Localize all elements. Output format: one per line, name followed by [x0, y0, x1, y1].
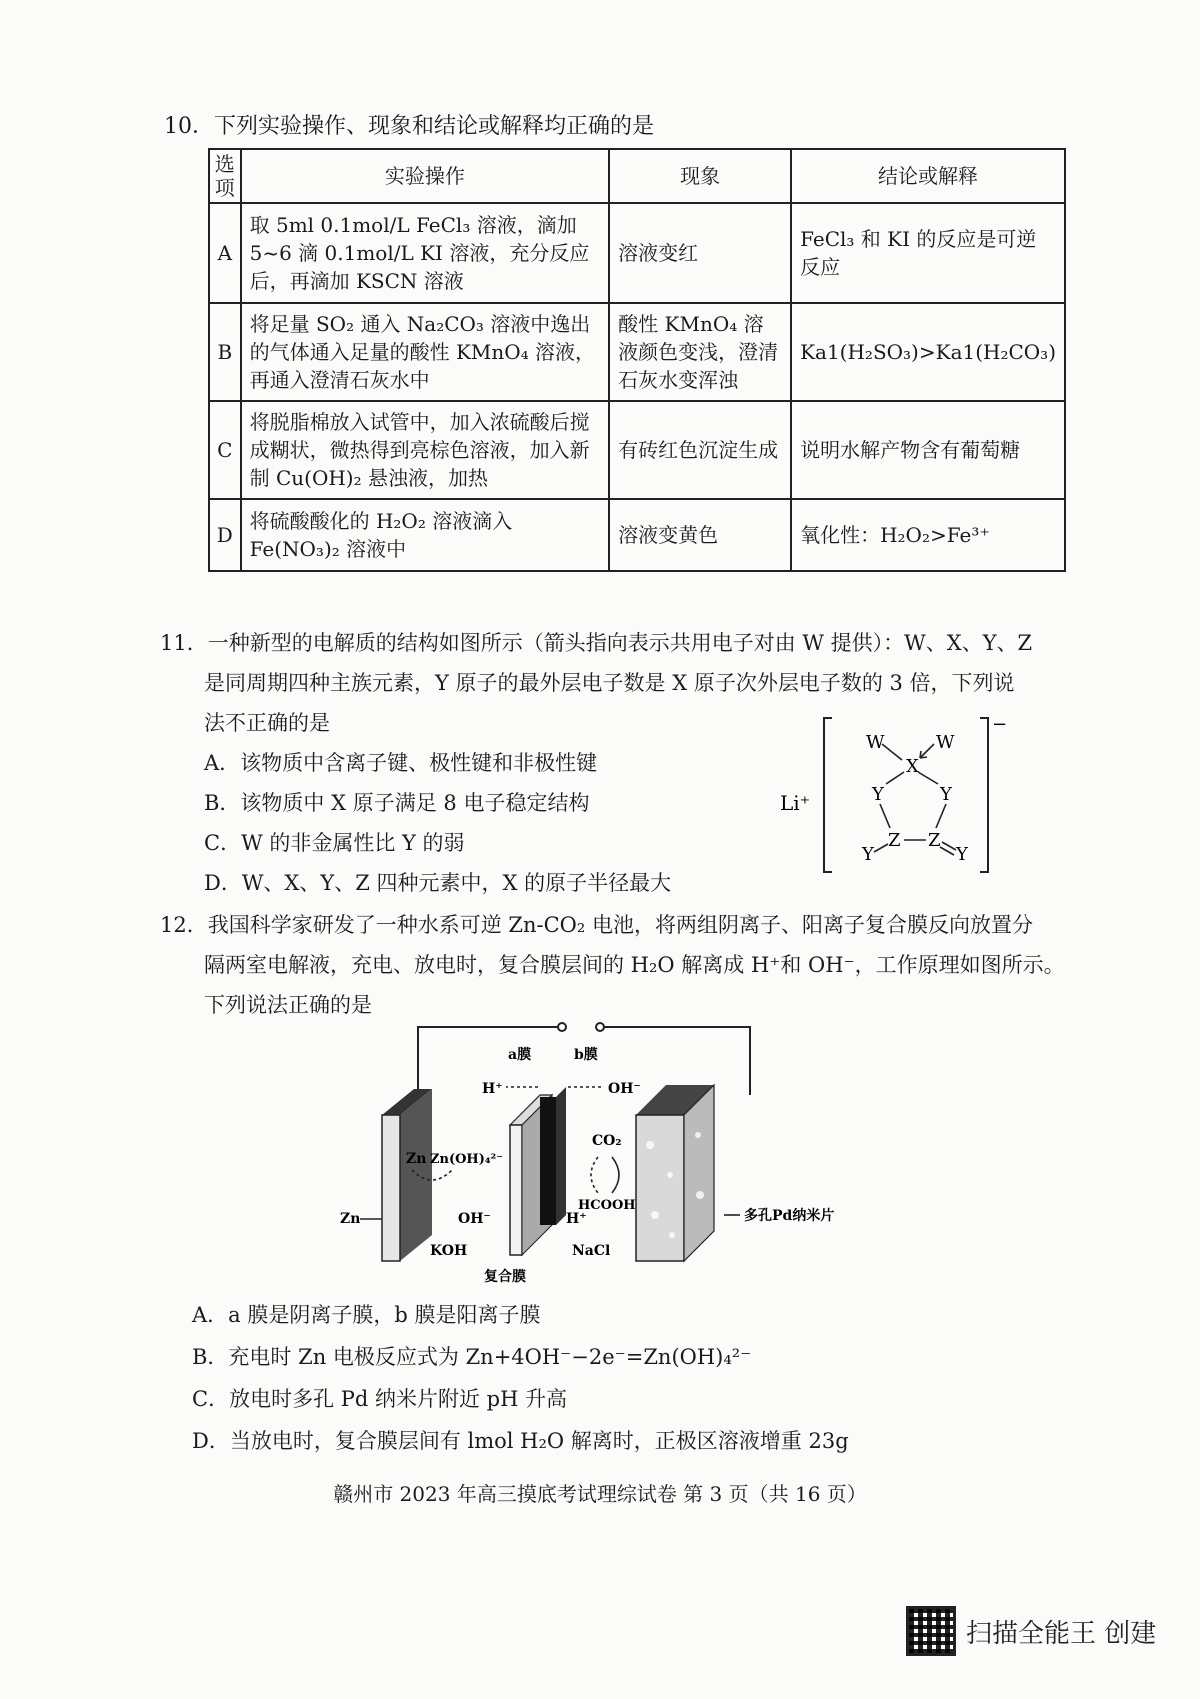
q12-choice-d: D．当放电时，复合膜层间有 lmol H₂O 解离时，正极区溶液增重 23g — [192, 1429, 849, 1453]
atom-z-left: Z — [888, 830, 901, 851]
row-option: B — [209, 303, 241, 401]
label-b-membrane: b膜 — [574, 1047, 598, 1063]
q12-choice-c: C．放电时多孔 Pd 纳米片附近 pH 升高 — [192, 1387, 568, 1411]
table-row — [209, 303, 1065, 401]
header-operation: 实验操作 — [241, 149, 610, 203]
q11-choice-d: D．W、X、Y、Z 四种元素中，X 的原子半径最大 — [204, 871, 672, 895]
left-bracket — [824, 718, 832, 872]
membrane-a — [510, 1125, 522, 1255]
q12-choice-b: B．充电时 Zn 电极反应式为 Zn+4OH⁻−2e⁻=Zn(OH)₄²⁻ — [192, 1345, 752, 1369]
qr-code-icon — [906, 1606, 956, 1656]
label-a-membrane: a膜 — [508, 1047, 532, 1063]
q11-choice-b: B．该物质中 X 原子满足 8 电子稳定结构 — [204, 791, 590, 815]
cation-label: Li⁺ — [780, 791, 811, 815]
atom-x: X — [906, 756, 919, 777]
row-conclusion: 说明水解产物含有葡萄糖 — [791, 401, 1065, 499]
terminal-right — [596, 1023, 604, 1031]
atom-y-bottom-left: Y — [862, 844, 874, 865]
membrane-b-side — [556, 1087, 566, 1225]
zn-electrode-face — [382, 1115, 400, 1261]
table-row — [209, 499, 1065, 571]
q11-line3: 法不正确的是 — [204, 711, 330, 735]
row-option: D — [209, 499, 241, 571]
atom-y-bottom-right: Y — [956, 844, 968, 865]
label-hcooh: HCOOH — [578, 1198, 636, 1213]
terminal-left — [558, 1023, 566, 1031]
row-operation: 取 5ml 0.1mol/L FeCl₃ 溶液，滴加 5~6 滴 0.1mol/L KI 溶液，充分反应后，再滴加 KSCN 溶液 — [241, 203, 610, 303]
row-phenomenon: 溶液变黄色 — [609, 499, 791, 571]
q10-table — [208, 148, 1066, 572]
label-zn-oh4: Zn(OH)₄²⁻ — [430, 1152, 504, 1167]
q11-choice-a: A．该物质中含离子键、极性键和非极性键 — [204, 751, 598, 775]
row-operation: 将硫酸酸化的 H₂O₂ 溶液滴入 Fe(NO₃)₂ 溶液中 — [241, 499, 610, 571]
charge-label: − — [992, 714, 1008, 735]
label-h-plus-mid: H⁺ — [566, 1211, 587, 1227]
q11-line2: 是同周期四种主族元素，Y 原子的最外层电子数是 X 原子次外层电子数的 3 倍，下列说 — [204, 671, 1015, 695]
row-phenomenon: 溶液变红 — [609, 203, 791, 303]
atom-z-right: Z — [928, 830, 941, 851]
row-operation: 将足量 SO₂ 通入 Na₂CO₃ 溶液中逸出的气体通入足量的酸性 KMnO₄ 溶液，再通入澄清石灰水中 — [241, 303, 610, 401]
table-row — [209, 401, 1065, 499]
row-conclusion: FeCl₃ 和 KI 的反应是可逆反应 — [791, 203, 1065, 303]
header-conclusion: 结论或解释 — [791, 149, 1065, 203]
membrane-b — [540, 1097, 556, 1225]
label-zn: Zn — [406, 1151, 427, 1167]
scanner-watermark — [906, 1606, 1156, 1656]
label-zn-electrode: Zn — [340, 1211, 361, 1227]
label-koh: KOH — [430, 1243, 468, 1259]
label-oh-minus-mid: OH⁻ — [458, 1211, 491, 1227]
right-bracket — [980, 718, 988, 872]
q10-title: 10．下列实验操作、现象和结论或解释均正确的是 — [164, 114, 654, 139]
q12-line2: 隔两室电解液，充电、放电时，复合膜层间的 H₂O 解离成 H⁺和 OH⁻，工作原理如图所示。 — [204, 953, 1065, 977]
q12-choice-a: A．a 膜是阴离子膜，b 膜是阳离子膜 — [192, 1303, 541, 1327]
atom-y-left: Y — [872, 784, 884, 805]
q11-structure-diagram — [770, 710, 1010, 880]
row-phenomenon: 酸性 KMnO₄ 溶液颜色变浅，澄清石灰水变浑浊 — [609, 303, 791, 401]
q11-choice-c: C．W 的非金属性比 Y 的弱 — [204, 831, 465, 855]
atom-w-left: W — [866, 732, 885, 753]
label-oh-minus-top: OH⁻ — [608, 1081, 641, 1097]
row-operation: 将脱脂棉放入试管中，加入浓硫酸后搅成糊状，微热得到亮棕色溶液，加入新制 Cu(OH)₂ 悬浊液，加热 — [241, 401, 610, 499]
label-pd: 多孔Pd纳米片 — [744, 1208, 835, 1224]
table-row — [209, 203, 1065, 303]
q12-line3: 下列说法正确的是 — [204, 993, 372, 1017]
co2-cycle-arrow — [591, 1157, 598, 1193]
label-nacl: NaCl — [572, 1243, 611, 1259]
pd-electrode-side — [684, 1085, 714, 1261]
label-composite: 复合膜 — [484, 1269, 526, 1285]
row-conclusion: Ka1(H₂SO₃)>Ka1(H₂CO₃) — [791, 303, 1065, 401]
scanner-watermark-text: 扫描全能王 创建 — [966, 1618, 1157, 1649]
atom-w-right: W — [936, 732, 955, 753]
q11-line1: 11．一种新型的电解质的结构如图所示（箭头指向表示共用电子对由 W 提供）：W、X、Y、Z — [160, 631, 1033, 655]
row-option: C — [209, 401, 241, 499]
label-h-plus-top: H⁺ — [482, 1081, 503, 1097]
row-phenomenon: 有砖红色沉淀生成 — [609, 401, 791, 499]
label-co2: CO₂ — [592, 1133, 622, 1149]
header-option: 选项 — [209, 149, 241, 203]
header-phenomenon: 现象 — [609, 149, 791, 203]
q12-battery-diagram — [340, 1015, 900, 1285]
pd-electrode-face — [636, 1115, 684, 1261]
co2-cycle-arrow-solid — [612, 1157, 619, 1193]
page-footer: 赣州市 2023 年高三摸底考试理综试卷 第 3 页（共 16 页） — [333, 1482, 867, 1506]
zn-electrode-side — [400, 1089, 432, 1261]
atom-y-right: Y — [940, 784, 952, 805]
row-conclusion: 氧化性：H₂O₂>Fe³⁺ — [791, 499, 1065, 571]
table-header-row — [209, 149, 1065, 203]
q12-line1: 12．我国科学家研发了一种水系可逆 Zn-CO₂ 电池，将两组阴离子、阳离子复合膜反向放置分 — [160, 913, 1033, 937]
row-option: A — [209, 203, 241, 303]
